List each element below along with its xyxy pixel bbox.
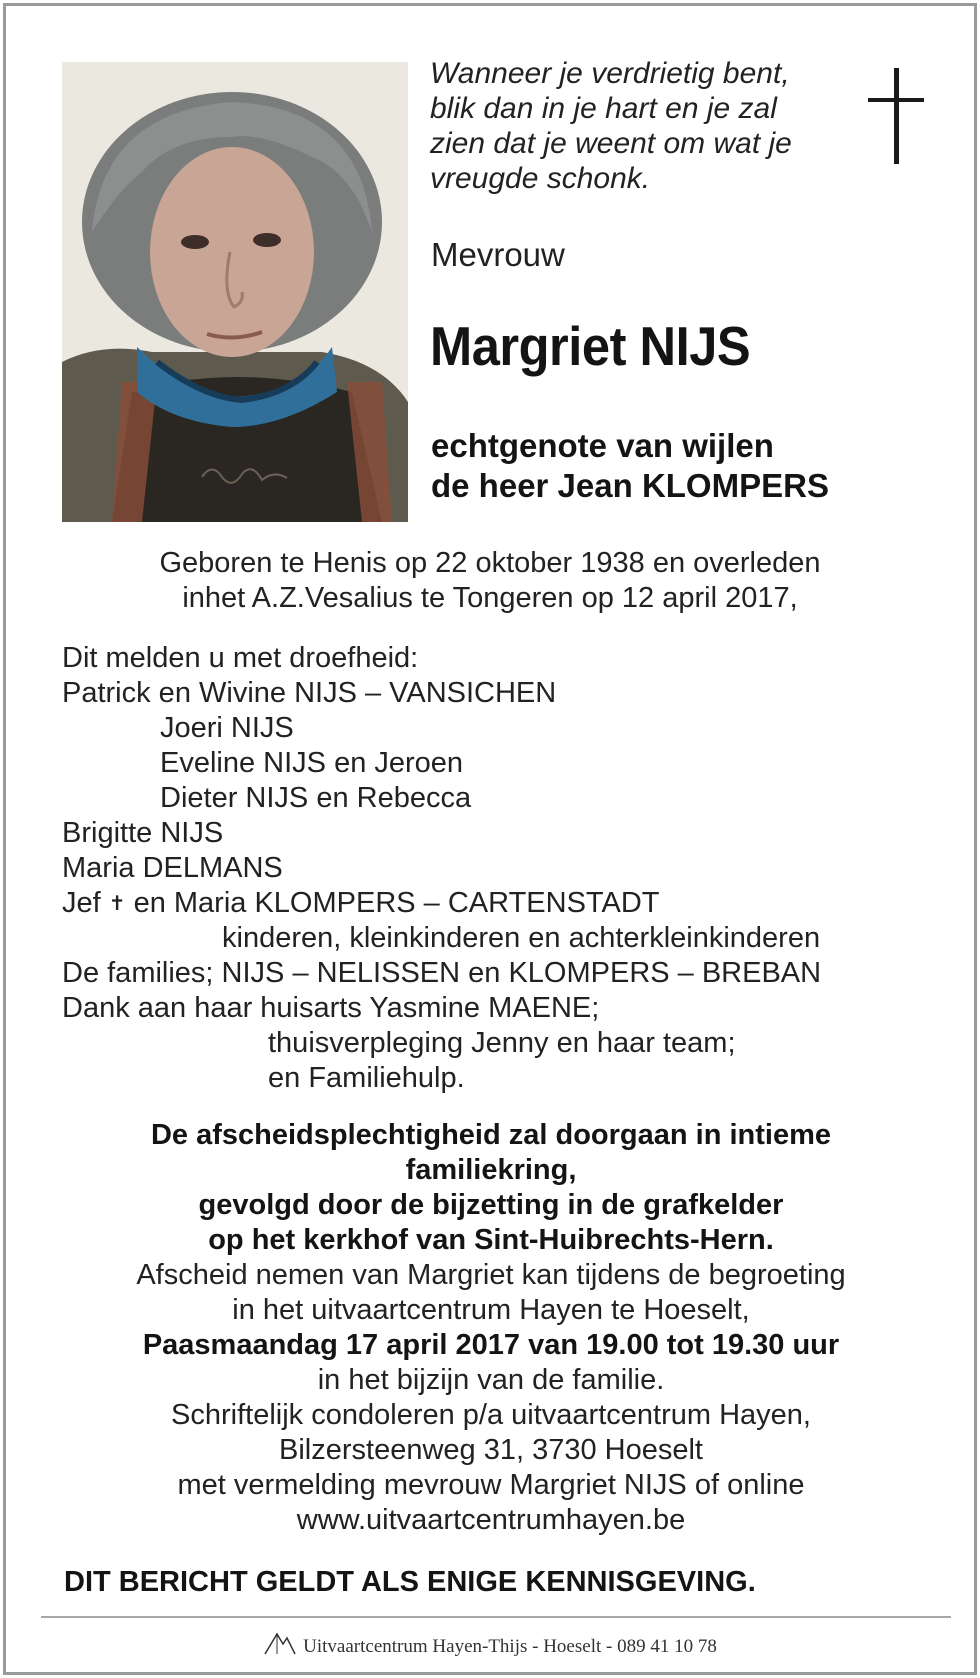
family-line: Joeri NIJS	[160, 712, 294, 744]
born-line: inhet A.Z.Vesalius te Tongeren op 12 april 2017,	[182, 582, 798, 614]
footer	[6, 1630, 974, 1658]
small-cross-icon: ✝	[108, 893, 126, 915]
family-line: Maria DELMANS	[62, 852, 283, 884]
website-link[interactable]: www.uitvaartcentrumhayen.be	[296, 1504, 686, 1536]
family-line-part: en Maria KLOMPERS – CARTENSTADT	[133, 887, 660, 919]
footer-text: Uitvaartcentrum Hayen-Thijs - Hoeselt - 089 41 10 78	[303, 1636, 717, 1657]
ceremony-line: Schriftelijk condoleren p/a uitvaartcentrum Hayen,	[171, 1399, 811, 1431]
poem-line: vreugde schonk.	[430, 162, 651, 195]
ceremony-line: De afscheidsplechtigheid zal doorgaan in intieme	[150, 1119, 832, 1151]
spouse-line: echtgenote van wijlen	[431, 427, 774, 464]
family-line: Dieter NIJS en Rebecca	[160, 782, 472, 814]
born-line: Geboren te Henis op 22 oktober 1938 en overleden	[159, 547, 821, 579]
family-line	[62, 886, 962, 921]
deceased-name: Margriet NIJS	[430, 315, 751, 377]
thanks-line: Dank aan haar huisarts Yasmine MAENE;	[62, 992, 600, 1024]
notice-text: DIT BERICHT GELDT ALS ENIGE KENNISGEVING.	[64, 1566, 756, 1598]
birth-death-info	[6, 546, 974, 616]
ceremony-info	[66, 1118, 916, 1538]
divider	[41, 1616, 951, 1618]
thanks-line: thuisverpleging Jenny en haar team;	[268, 1027, 736, 1059]
poem	[430, 56, 830, 196]
announce-intro: Dit melden u met droefheid:	[62, 642, 419, 674]
family-line: Patrick en Wivine NIJS – VANSICHEN	[62, 677, 557, 709]
salutation: Mevrouw	[431, 236, 565, 273]
family-line: kinderen, kleinkinderen en achterkleinkinderen	[222, 922, 821, 954]
thanks-line: en Familiehulp.	[268, 1062, 465, 1094]
portrait-illustration	[62, 62, 408, 522]
family-announcement	[62, 641, 962, 1096]
ceremony-line: Afscheid nemen van Margriet kan tijdens de begroeting	[136, 1259, 846, 1291]
poem-line: Wanneer je verdrietig bent,	[430, 57, 790, 90]
ceremony-line: in het bijzijn van de familie.	[317, 1364, 665, 1396]
portrait-photo	[62, 62, 408, 522]
ceremony-line: Bilzersteenweg 31, 3730 Hoeselt	[279, 1434, 703, 1466]
poem-line: zien dat je weent om wat je	[430, 127, 792, 160]
ceremony-line: gevolgd door de bijzetting in de grafkelder	[198, 1189, 784, 1221]
family-line: Eveline NIJS en Jeroen	[160, 747, 464, 779]
family-line-part: Jef	[62, 887, 101, 919]
ceremony-date: Paasmaandag 17 april 2017 van 19.00 tot 19.30 uur	[142, 1329, 840, 1361]
ceremony-line: familiekring,	[405, 1154, 577, 1186]
ceremony-line: op het kerkhof van Sint-Huibrechts-Hern.	[208, 1224, 774, 1256]
cross-icon	[868, 68, 924, 166]
family-line: Brigitte NIJS	[62, 817, 224, 849]
funeral-home-logo-icon	[263, 1630, 297, 1656]
obituary-card	[3, 3, 977, 1675]
spouse-line: de heer Jean KLOMPERS	[431, 467, 829, 504]
ceremony-line: met vermelding mevrouw Margriet NIJS of online	[177, 1469, 805, 1501]
poem-line: blik dan in je hart en je zal	[430, 92, 777, 125]
spouse-info	[431, 426, 829, 506]
ceremony-line: in het uitvaartcentrum Hayen te Hoeselt,	[232, 1294, 750, 1326]
family-line: De families; NIJS – NELISSEN en KLOMPERS – BREBAN	[62, 957, 822, 989]
